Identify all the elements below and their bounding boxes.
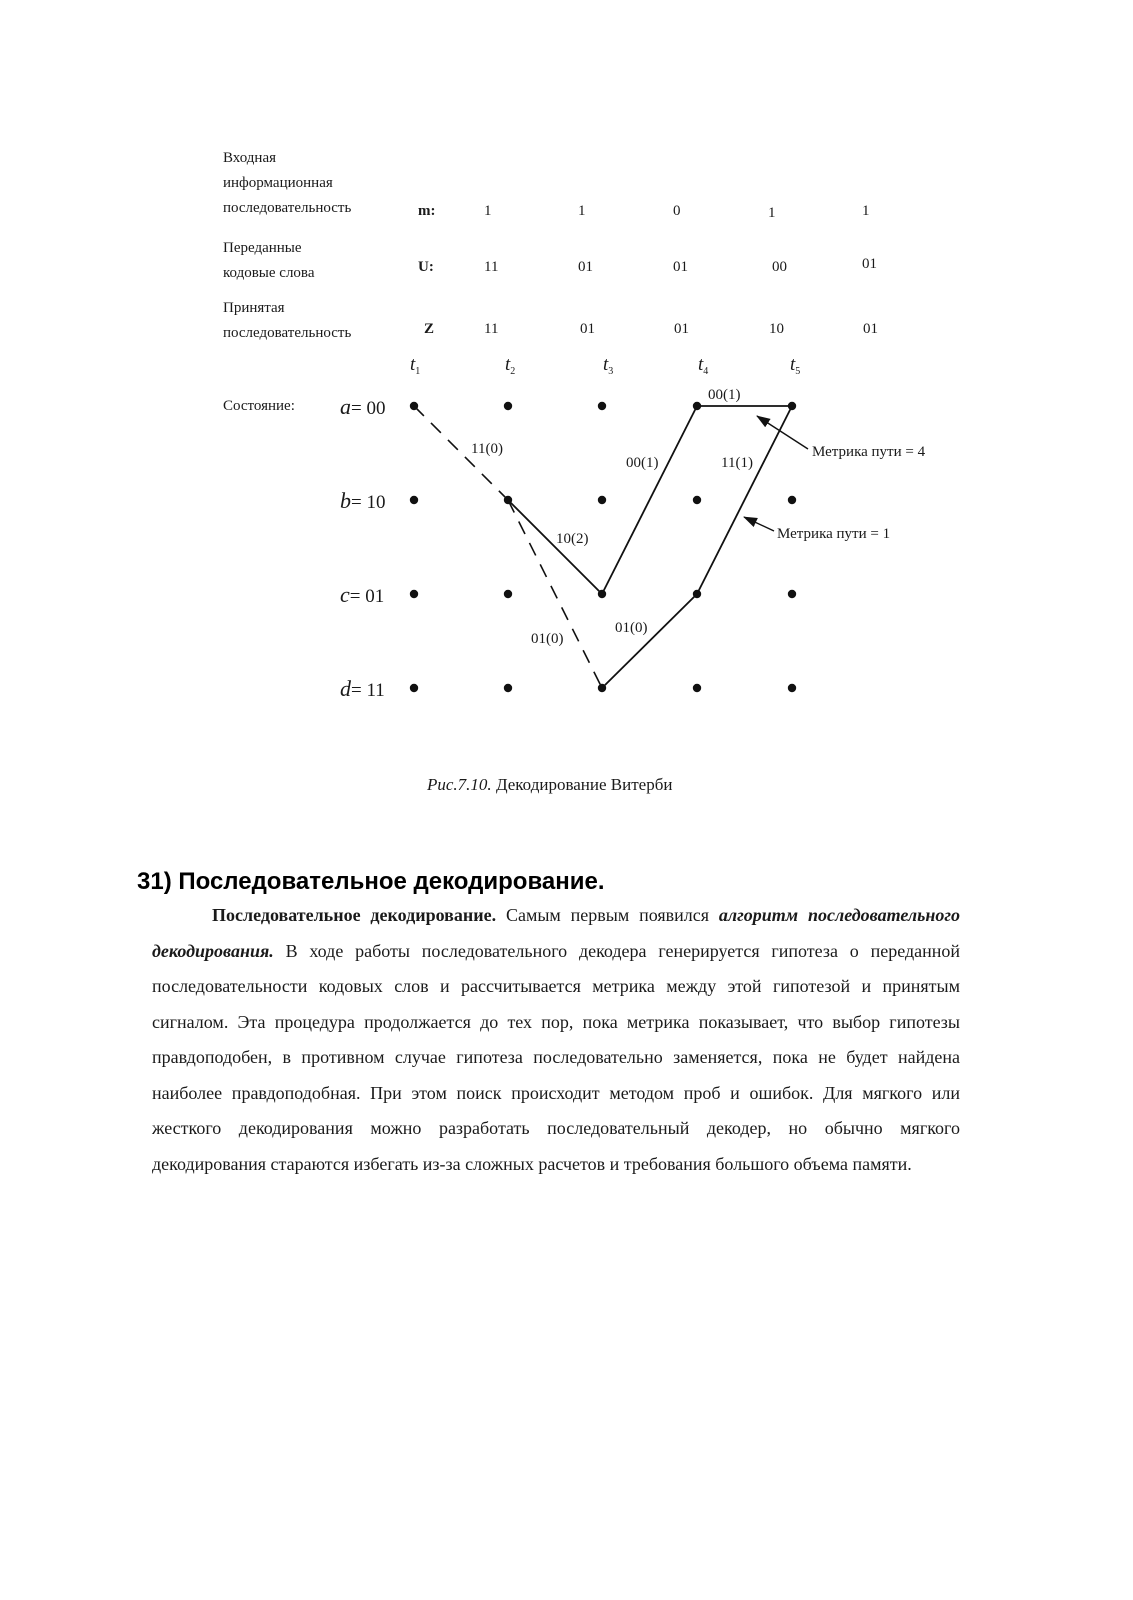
body-paragraph: Последовательное декодирование. Самым первым появился алгоритм последовательного декодирования. В ходе работы последовательного декодера генерируется гипотеза о переданной последовательности кодовых слов и рассчитывается метрика между этой гипотезой и принятым сигналом. Эта процедура продолжается до тех пор, пока метрика показывает, что выбор гипотезы правдоподобен, в противном случае гипотеза последовательно заменяется, пока не будет найдена наиболее правдоподобная. При этом поиск происходит методом проб и ошибок. Для мягкого или жесткого декодирования можно разработать последовательный декодер, но обычно мягкого декодирования стараются избегать из-за сложных расчетов и требования большого объема памяти. bbox=[152, 905, 961, 1174]
annotation-arrow bbox=[744, 517, 774, 531]
row-symbol-u: U: bbox=[418, 259, 434, 275]
m-value: 1 bbox=[484, 203, 492, 219]
trellis-node bbox=[504, 402, 512, 410]
trellis-node bbox=[693, 402, 701, 410]
trellis-edge-solid bbox=[602, 406, 697, 594]
edge-label: 00(1) bbox=[708, 387, 741, 403]
z-value: 01 bbox=[674, 321, 689, 337]
z-value: 10 bbox=[769, 321, 784, 337]
row-symbol-z: Z bbox=[424, 321, 435, 337]
m-value: 1 bbox=[578, 203, 586, 219]
annotation-arrow bbox=[757, 416, 808, 449]
trellis-edge-solid bbox=[508, 500, 602, 594]
trellis-node bbox=[788, 684, 796, 692]
trellis-node bbox=[788, 590, 796, 598]
edge-label: 10(2) bbox=[556, 531, 589, 547]
figure-caption: Рис.7.10. Декодирование Витерби bbox=[427, 775, 673, 794]
edge-label: 00(1) bbox=[626, 455, 659, 471]
row-label-line: Принятая bbox=[223, 300, 285, 316]
trellis-node bbox=[504, 496, 512, 504]
trellis-node bbox=[504, 590, 512, 598]
time-label-t5: $t_5$ bbox=[790, 354, 801, 377]
trellis-node bbox=[788, 496, 796, 504]
z-value: 01 bbox=[580, 321, 595, 337]
row-symbol-m: m: bbox=[418, 203, 436, 219]
trellis-node bbox=[693, 590, 701, 598]
u-value: 01 bbox=[862, 256, 877, 272]
path-metric-annotation: Метрика пути = 1 bbox=[777, 526, 891, 542]
u-value: 01 bbox=[578, 259, 593, 275]
row-label-line: последовательность bbox=[223, 325, 352, 341]
edge-label: 01(0) bbox=[531, 631, 564, 647]
time-label-t2: $t_2$ bbox=[505, 354, 516, 377]
m-value: 1 bbox=[768, 205, 776, 221]
trellis-node bbox=[788, 402, 796, 410]
edge-label: 11(0) bbox=[471, 441, 503, 457]
trellis-node bbox=[504, 684, 512, 692]
row-label-line: кодовые слова bbox=[223, 265, 315, 281]
edge-label: 01(0) bbox=[615, 620, 648, 636]
u-value: 11 bbox=[484, 259, 499, 275]
u-value: 00 bbox=[772, 259, 787, 275]
trellis-node bbox=[598, 684, 606, 692]
time-label-t4: $t_4$ bbox=[698, 354, 709, 377]
trellis-edge-dashed bbox=[508, 500, 602, 688]
z-value: 01 bbox=[863, 321, 878, 337]
state-label-c: c= 01 bbox=[340, 582, 385, 607]
trellis-node bbox=[598, 402, 606, 410]
path-metric-annotation: Метрика пути = 4 bbox=[812, 444, 926, 460]
state-label-a: a= 00 bbox=[340, 394, 386, 419]
time-label-t3: $t_3$ bbox=[603, 354, 614, 377]
trellis-node bbox=[598, 590, 606, 598]
time-label-t1: $t_1$ bbox=[410, 354, 421, 377]
u-value: 01 bbox=[673, 259, 688, 275]
row-label-line: последовательность bbox=[223, 200, 352, 216]
trellis-node bbox=[410, 402, 418, 410]
trellis-node bbox=[410, 684, 418, 692]
trellis-node bbox=[693, 496, 701, 504]
m-value: 0 bbox=[673, 203, 681, 219]
row-label-line: Входная bbox=[223, 150, 277, 166]
trellis-node bbox=[410, 590, 418, 598]
section-heading: 31) Последовательное декодирование. bbox=[137, 868, 605, 895]
trellis-node bbox=[693, 684, 701, 692]
state-label-d: d= 11 bbox=[340, 676, 385, 701]
trellis-node bbox=[410, 496, 418, 504]
row-label-line: информационная bbox=[223, 175, 333, 191]
z-value: 11 bbox=[484, 321, 499, 337]
paragraph-lead: Последовательное декодирование. bbox=[212, 905, 497, 925]
row-label-line: Переданные bbox=[223, 240, 302, 256]
trellis-edge-solid bbox=[697, 406, 792, 594]
state-label-b: b= 10 bbox=[340, 488, 386, 513]
trellis-node bbox=[598, 496, 606, 504]
trellis-edge-solid bbox=[602, 594, 697, 688]
state-title: Состояние: bbox=[223, 398, 295, 414]
edge-label: 11(1) bbox=[721, 455, 753, 471]
m-value: 1 bbox=[862, 203, 870, 219]
paragraph-term: алгоритм последовательного декодирования. bbox=[152, 905, 961, 961]
